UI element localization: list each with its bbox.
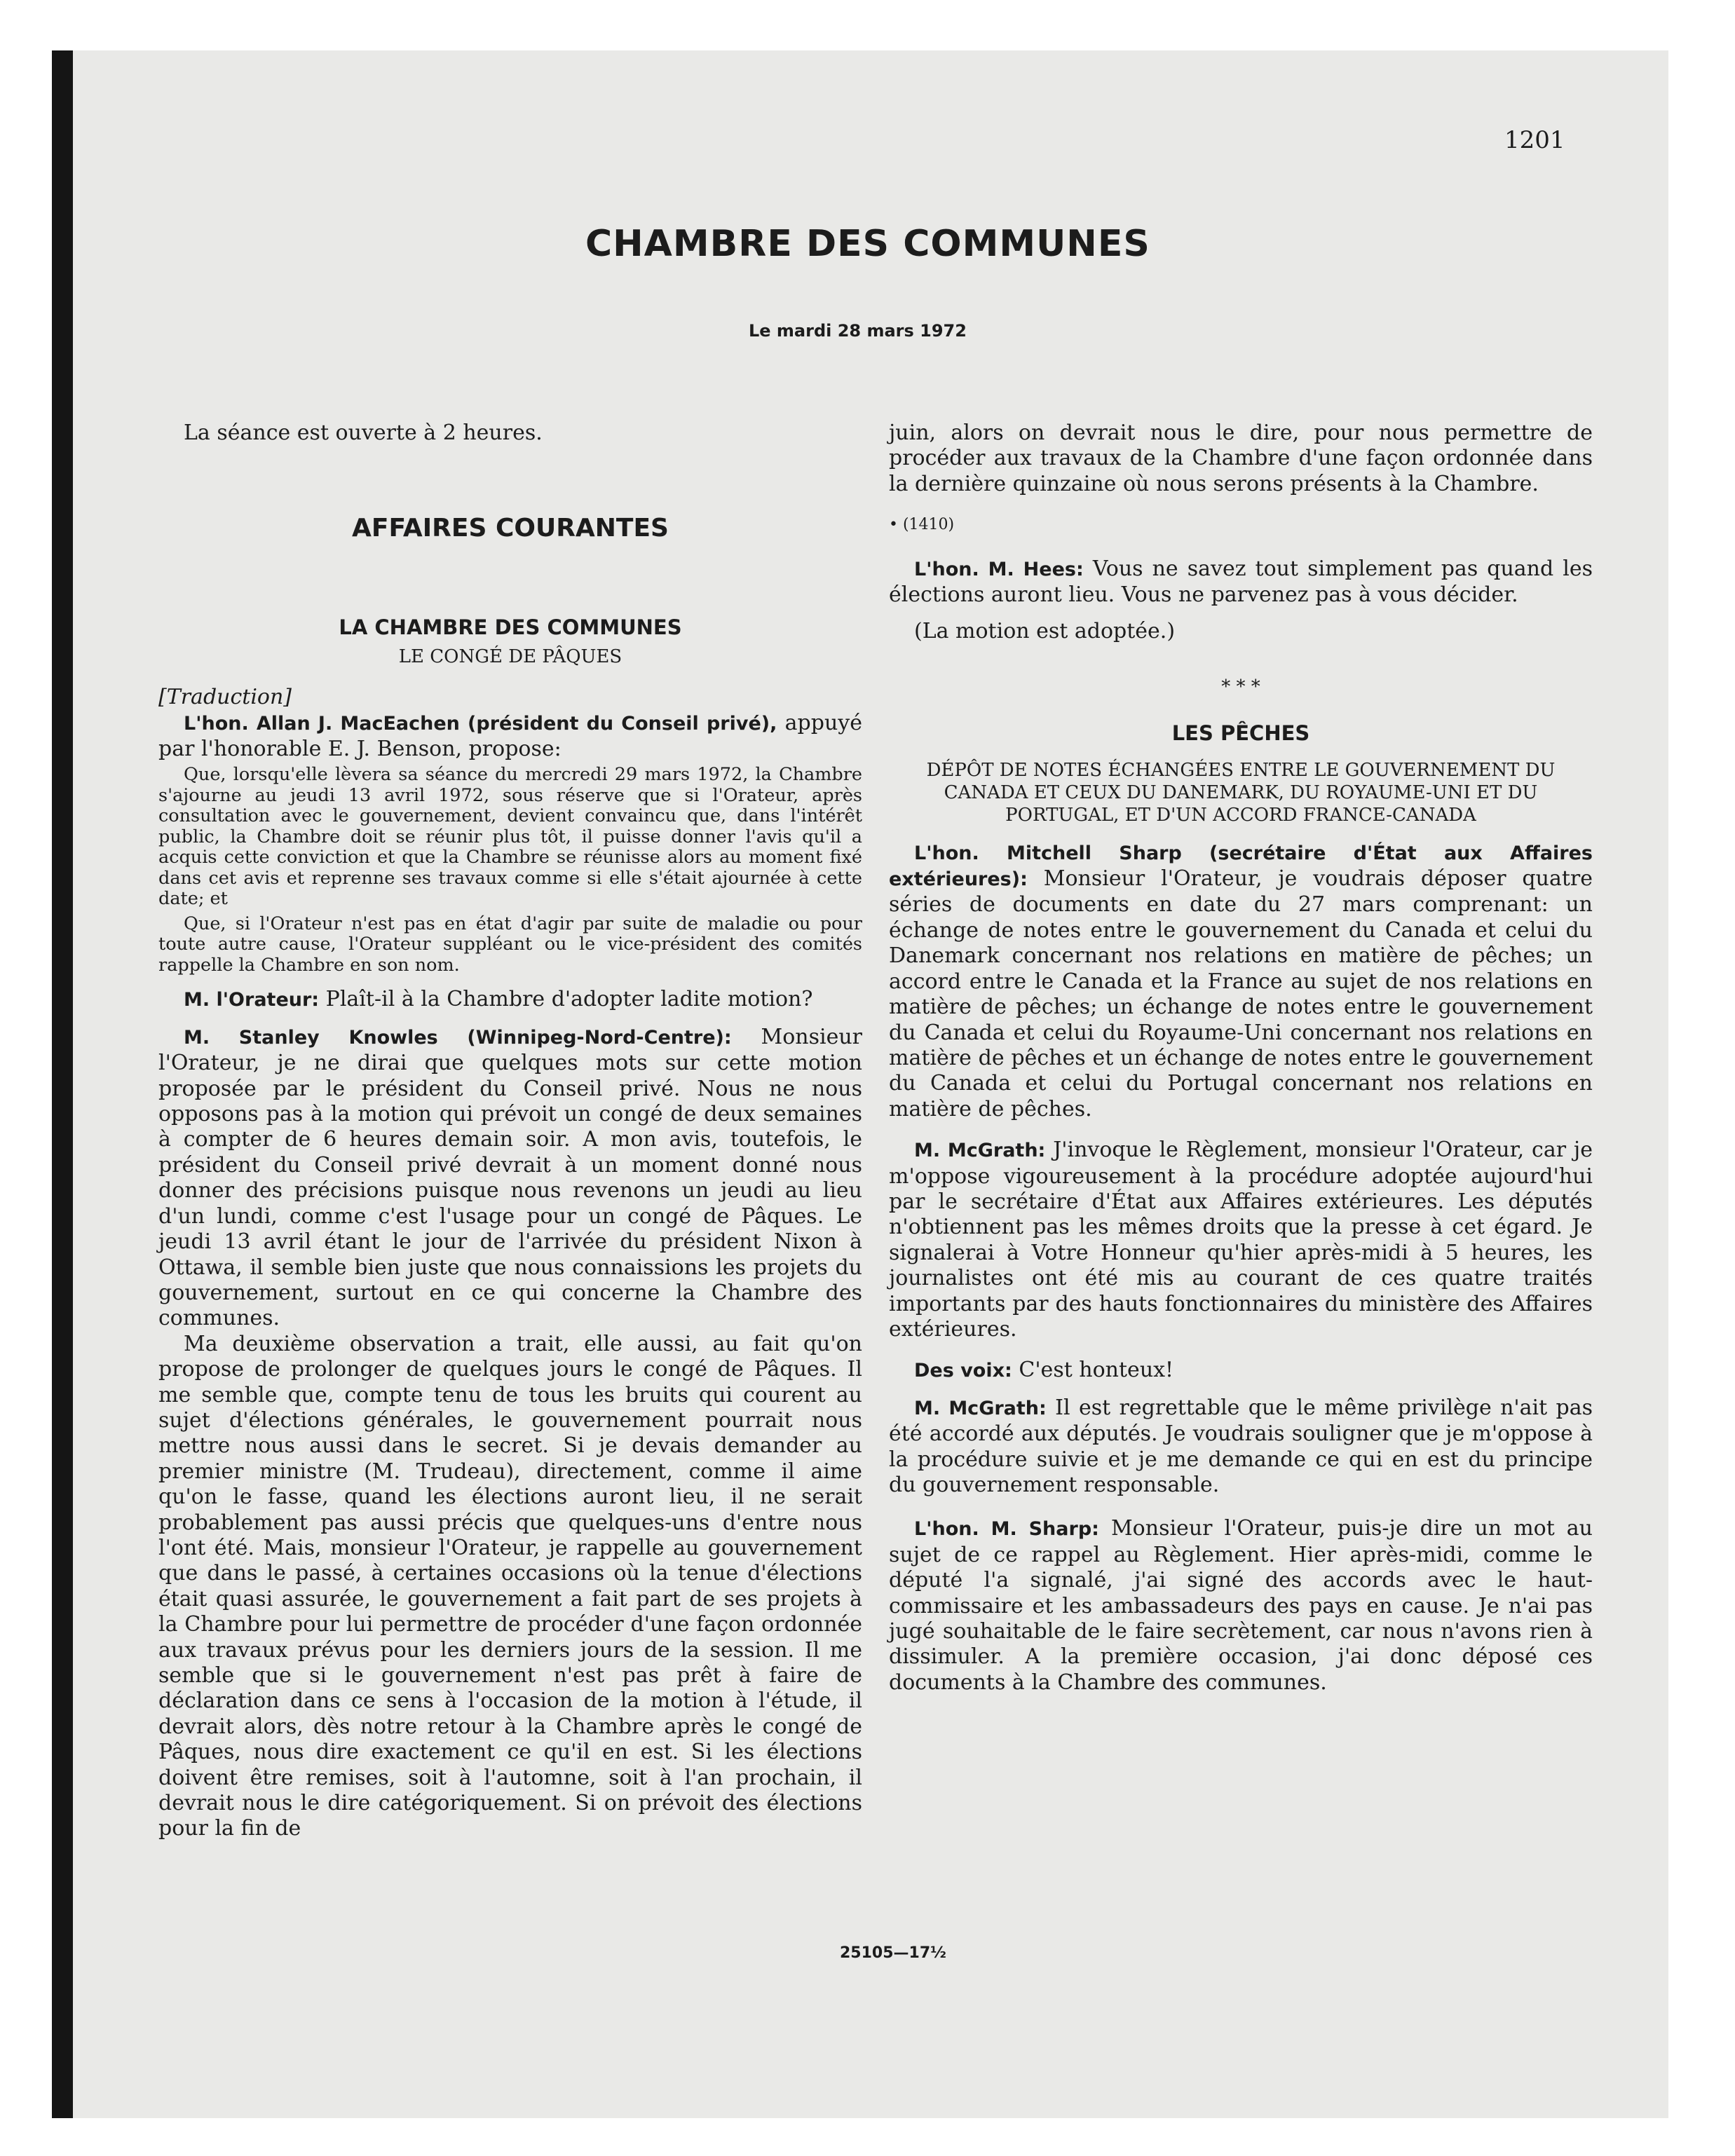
page-title: CHAMBRE DES COMMUNES	[585, 223, 1150, 265]
continued-text: juin, alors on devrait nous le dire, pour nous permettre de procéder aux travaux de la Chambre d'une façon ordonnée dans la dernière quinzaine où nous serons présents à la Chambre.	[889, 421, 1593, 496]
speaker-name: Des voix:	[914, 1360, 1012, 1382]
speech-text: C'est honteux!	[1019, 1358, 1174, 1383]
speaker-name: L'hon. Allan J. MacEachen (président du Conseil privé),	[184, 712, 777, 735]
speech-hees	[889, 557, 1593, 608]
speech-mcgrath-1	[889, 1138, 1593, 1342]
speaker-name: M. Stanley Knowles (Winnipeg-Nord-Centre):	[184, 1026, 732, 1049]
right-column	[889, 421, 1593, 1696]
speech-macEachen	[158, 711, 862, 763]
speech-knowles	[158, 1025, 862, 1332]
speech-text: appuyé par l'honorable E. J. Benson, propose:	[158, 710, 862, 762]
motion-adopted: (La motion est adoptée.)	[914, 619, 1176, 644]
opening-line: La séance est ouverte à 2 heures.	[184, 421, 543, 445]
binding-edge	[52, 50, 73, 2118]
speech-knowles-continued: Ma deuxième observation a trait, elle aussi, au fait qu'on propose de prolonger de quelques jours le congé de Pâques. Il me semble que, compte tenu de tous les bruits qui courent au sujet d'élections générales, le gouvernement pourrait nous mettre nous aussi dans le secret. Si je devais demander au premier ministre (M. Trudeau), directement, comme il aime qu'on le fasse, quand les élections auront lieu, il ne serait probablement pas aussi précis que quelques-uns d'entre nous l'ont été. Mais, monsieur l'Orateur, je rappelle au gouvernement que dans le passé, à certaines occasions où la tenue d'élections était quasi assurée, le gouvernement a fait part de ses projets à la Chambre pour lui permettre de procéder d'une façon ordonnée aux travaux prévus pour les derniers jours de la session. Il me semble que si le gouvernement n'est pas prêt à faire de déclaration dans ce sens à l'occasion de la motion à l'étude, il devrait alors, dès notre retour à la Chambre après le congé de Pâques, nous dire exactement ce qu'il en est. Si les élections doivent être remises, soit à l'automne, soit à l'an prochain, il devrait nous le dire catégoriquement. Si on prévoit des élections pour la fin de	[158, 1331, 862, 1841]
left-column	[158, 421, 862, 1842]
section-heading: LES PÊCHES	[1171, 721, 1310, 746]
page-footer-code: 25105—17½	[840, 1944, 946, 1962]
subsection-heading: DÉPÔT DE NOTES ÉCHANGÉES ENTRE LE GOUVERNEMENT DU CANADA ET CEUX DU DANEMARK, DU ROYAUME-UNI ET DU PORTUGAL, ET D'UN ACCORD FRANCE-CANADA	[926, 759, 1556, 826]
speaker-name: L'hon. M. Sharp:	[914, 1518, 1099, 1541]
speech-text: Monsieur l'Orateur, puis-je dire un mot au sujet de ce rappel au Règlement. Hier après-midi, comme le député l'a signalé, j'ai signé des accords avec le haut-commissaire et les ambassadeurs des pays en cause. Je n'ai pas jugé souhaitable de le faire secrètement, car nous n'avons rien à dissimuler. A la première occasion, j'ai donc déposé ces documents à la Chambre des communes.	[889, 1516, 1593, 1695]
speech-text: Plaît-il à la Chambre d'adopter ladite motion?	[325, 987, 813, 1012]
interjection	[889, 1358, 1593, 1384]
speech-text: Vous ne savez tout simplement pas quand les élections auront lieu. Vous ne parvenez pas à vous décider.	[889, 556, 1593, 608]
subsection-heading: LA CHAMBRE DES COMMUNES	[339, 615, 682, 639]
speech-sharp-2	[889, 1516, 1593, 1696]
speaker-name: L'hon. Mitchell Sharp (secrétaire d'État aux Affaires extérieures):	[889, 842, 1593, 891]
page-number: 1201	[1504, 126, 1565, 154]
speaker-name: L'hon. M. Hees:	[914, 558, 1084, 580]
section-heading: AFFAIRES COURANTES	[352, 514, 669, 543]
speech-mcgrath-2	[889, 1396, 1593, 1499]
motion-paragraph-2: Que, si l'Orateur n'est pas en état d'agir par suite de maladie ou pour toute autre cause, l'Orateur suppléant ou le vice-président des comités rappelle la Chambre en son nom.	[158, 913, 862, 976]
speaker-name: M. McGrath:	[914, 1140, 1046, 1162]
translation-note: [Traduction]	[158, 685, 292, 710]
subsubsection-heading: LE CONGÉ DE PÂQUES	[398, 646, 622, 668]
speech-text: Il est regrettable que le même privilège n'ait pas été accordé aux députés. Je voudrais souligner que je m'oppose à la procédure suivie et je me demande ce qui en est du principe du gouvernement responsable.	[889, 1395, 1593, 1497]
motion-paragraph-1: Que, lorsqu'elle lèvera sa séance du mercredi 29 mars 1972, la Chambre s'ajourne au jeudi 13 avril 1972, sous réserve que si l'Orateur, après consultation avec le gouvernement, devient convaincu que, dans l'intérêt public, la Chambre doit se réunir plus tôt, il puisse donner l'avis qu'il a acquis cette conviction et que la Chambre se réunisse alors au moment fixé dans cet avis et reprenne ses travaux comme si elle s'était ajournée à cette date; et	[158, 764, 862, 910]
speech-text: Monsieur l'Orateur, je ne dirai que quelques mots sur cette motion proposée par le président du Conseil privé. Nous ne nous opposons pas à la motion qui prévoit un congé de deux semaines à compter de 6 heures demain soir. A mon avis, toutefois, le président du Conseil privé devrait à un moment donné nous donner des précisions puisque nous revenons un jeudi au lieu d'un lundi, comme c'est l'usage pour un congé de Pâques. Le jeudi 13 avril étant le jour de l'arrivée du président Nixon à Ottawa, il semble bien juste que nous connaissions les projets du gouvernement, surtout en ce qui concerne la Chambre des communes.	[158, 1024, 862, 1331]
time-marker: • (1410)	[889, 516, 955, 534]
speech-sharp	[889, 840, 1593, 1122]
speech-text: Monsieur l'Orateur, je voudrais déposer quatre séries de documents en date du 27 mars comprenant: un échange de notes entre le gouvernement du Canada et celui du Danemark concernant nos relations en matière de pêches; un accord entre le Canada et la France au sujet de nos relations en matière de pêches; un échange de notes entre le gouvernement du Canada et celui du Royaume-Uni concernant nos relations en matière de pêches et un échange de notes entre le gouvernement du Canada et celui du Portugal concernant nos relations en matière de pêches.	[889, 866, 1593, 1121]
speaker-name: M. l'Orateur:	[184, 989, 320, 1011]
speech-orateur	[158, 987, 862, 1013]
speech-text: J'invoque le Règlement, monsieur l'Orateur, car je m'oppose vigoureusement à la procédure adoptée aujourd'hui par le secrétaire d'État aux Affaires extérieures. Les députés n'obtiennent pas les mêmes droits que la presse à cet égard. Je signalerai à Votre Honneur qu'hier après-midi à 5 heures, les journalistes ont été mis au courant de ces quatre traités importants par des hauts fonctionnaires du ministère des Affaires extérieures.	[889, 1138, 1593, 1342]
speaker-name: M. McGrath:	[914, 1397, 1047, 1419]
sitting-date: Le mardi 28 mars 1972	[749, 321, 967, 341]
section-separator: * * *	[1221, 676, 1260, 697]
